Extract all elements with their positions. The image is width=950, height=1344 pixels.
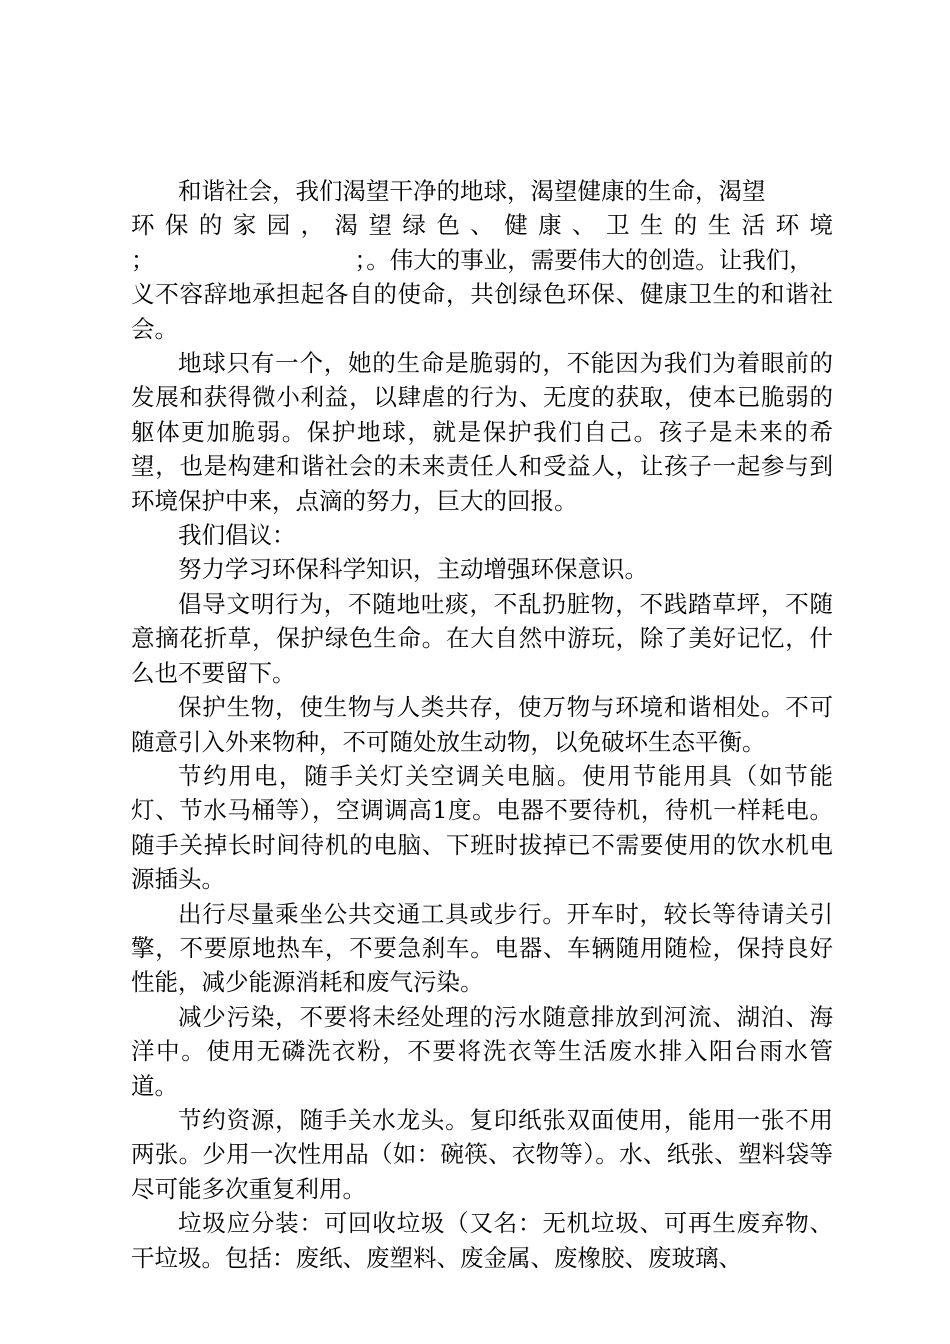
paragraph-line: 和谐社会，我们渴望干净的地球，渴望健康的生命，渴望 [178, 177, 766, 205]
paragraph-proposal-heading: 我们倡议： [178, 521, 296, 550]
paragraph-line: ； ；。伟大的事业，需要伟大的创造。让我们， [131, 245, 813, 274]
paragraph-line-spaced: 环保的家园，渴望绿色、健康、卫生的生活环境 [131, 211, 833, 240]
paragraph-study: 努力学习环保科学知识，主动增强环保意识。 [178, 555, 648, 584]
document-body [131, 174, 833, 1275]
paragraph-save-resources: 节约资源，随手关水龙头。复印纸张双面使用，能用一张不用两张。少用一次性用品（如：碗筷、衣物等）。水、纸张、塑料袋等尽可能多次重复利用。 [131, 1105, 833, 1203]
paragraph-protect-life: 保护生物，使生物与人类共存，使万物与环境和谐相处。不可随意引入外来物种，不可随处放生动物，以免破坏生态平衡。 [131, 693, 833, 756]
paragraph-garbage-sorting: 垃圾应分装：可回收垃圾（又名：无机垃圾、可再生废弃物、干垃圾。包括：废纸、废塑料、废金属、废橡胶、废玻璃、 [131, 1209, 833, 1272]
paragraph-earth: 地球只有一个，她的生命是脆弱的，不能因为我们为着眼前的发展和获得微小利益，以肆虐的行为、无度的获取，使本已脆弱的躯体更加脆弱。保护地球，就是保护我们自己。孩子是未来的希望，也是构建和谐社会的未来责任人和受益人，让孩子一起参与到环境保护中来，点滴的努力，巨大的回报。 [131, 349, 833, 515]
paragraph-civilized-behavior: 倡导文明行为，不随地吐痰，不乱扔脏物，不践踏草坪，不随意摘花折草，保护绿色生命。在大自然中游玩，除了美好记忆，什么也不要留下。 [131, 589, 833, 687]
paragraph-save-electricity: 节约用电，随手关灯关空调关电脑。使用节能用具（如节能灯、节水马桶等），空调调高1度。电器不要待机，待机一样耗电。随手关掉长时间待机的电脑、下班时拔掉已不需要使用的饮水机电源插头。 [131, 761, 833, 894]
paragraph-harmonious-society [131, 174, 833, 208]
paragraph-reduce-pollution: 减少污染，不要将未经处理的污水随意排放到河流、湖泊、海洋中。使用无磷洗衣粉，不要将洗衣等生活废水排入阳台雨水管道。 [131, 1002, 833, 1100]
paragraph-line: 义不容辞地承担起各自的使命，共创绿色环保、健康卫生的和谐社会。 [131, 280, 833, 343]
paragraph-transport: 出行尽量乘坐公共交通工具或步行。开车时，较长等待请关引擎，不要原地热车，不要急刹车。电器、车辆随用随检，保持良好性能，减少能源消耗和废气污染。 [131, 899, 833, 997]
